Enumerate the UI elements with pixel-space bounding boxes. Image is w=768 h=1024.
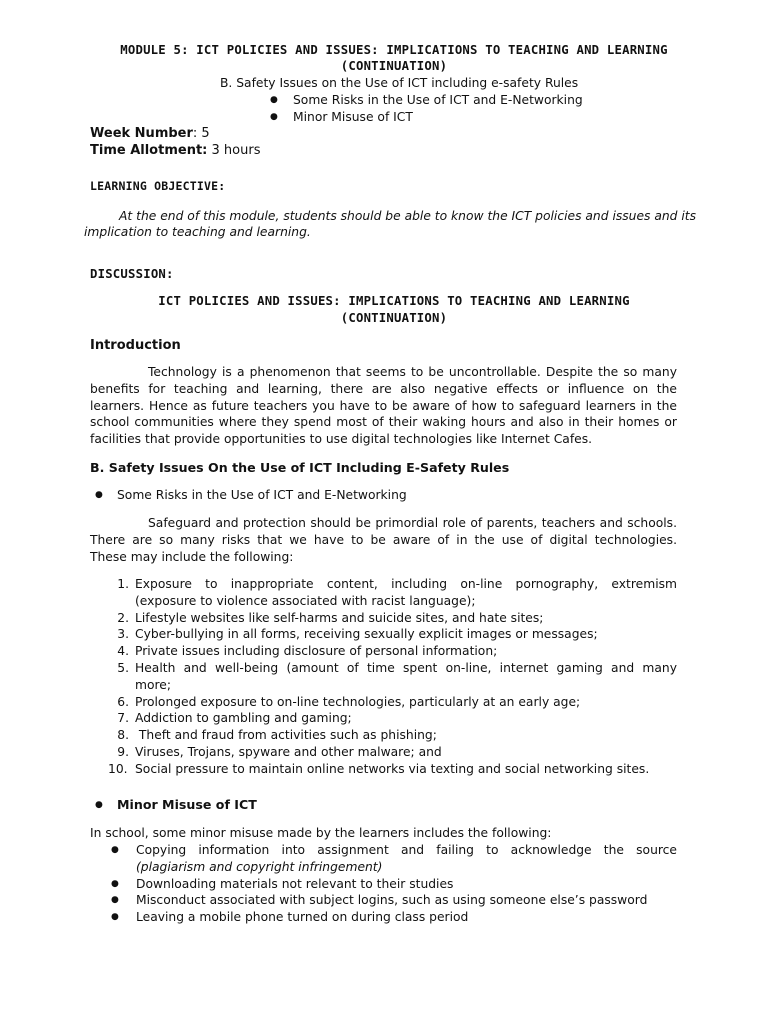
module-subtitle: B. Safety Issues on the Use of ICT including e-safety Rules [220, 76, 579, 90]
bullet-icon: ● [111, 878, 119, 889]
intro-line: Technology is a phenomenon that seems to be uncontrollable. Despite the so many [148, 365, 677, 379]
section-b-heading: B. Safety Issues On the Use of ICT Including E-Safety Rules [90, 460, 510, 475]
time-allotment: Time Allotment: 3 hours [90, 143, 261, 158]
para-line: These may include the following: [90, 549, 294, 564]
objective-text-line2: implication to teaching and learning. [84, 225, 311, 239]
bullet-icon: ● [270, 95, 278, 105]
module-title-line1: MODULE 5: ICT POLICIES AND ISSUES: IMPLICATIONS TO TEACHING AND LEARNING [120, 43, 668, 57]
discussion-heading: DISCUSSION: [90, 267, 174, 281]
list-item: 5. Health and well-being (amount of time spent on-line, internet gaming and many more; [117, 660, 677, 692]
learning-objective-heading: LEARNING OBJECTIVE: [90, 179, 226, 193]
list-item: 7. Addiction to gambling and gaming; [117, 711, 352, 726]
bullet-icon: ● [111, 912, 119, 923]
list-item: ● Copying information into assignment and failing to acknowledge the source (plagiarism and copyright infringement) [111, 843, 677, 874]
misuse-list [90, 842, 677, 926]
minor-misuse-intro: In school, some minor misuse made by the learners includes the following: [90, 826, 552, 840]
discussion-title-line2: (CONTINUATION) [340, 311, 448, 325]
list-item: ● Leaving a mobile phone turned on during class period [111, 910, 469, 925]
document-page: MODULE 5: ICT POLICIES AND ISSUES: IMPLICATIONS TO TEACHING AND LEARNING (CONTINUATION) B. Safety Issues on the Use of ICT including e-safety Rules ● Some Risks in the Use of ICT and E-Networking ● Minor Misuse of ICT Week Number: 5 Time Allotment: 3 hours LEARNING OBJECTIVE: At the end of this module, students should be able to know the ICT policies and issues and its implication to teaching and learning. DISCUSSION: ICT POLICIES AND ISSUES: IMPLICATIONS TO TEACHING AND LEARNING (CONTINUATION) Introduction Technology is a phenomenon that seems to be uncontrollable. Despite the so many benefits for teaching and learning, there are also negative effects or influence on the learners. Hence as future teachers you have to be aware of how to safeguard learners in the school communities where they spend most of their waking hours and also in their homes or facilities that provide opportunities to use digital technologies like Internet Cafes. B. Safety Issues On the Use of ICT Including E-Safety Rules ● Some Risks in the Use of ICT and E-Networking Safeguard and protection should be primordial role of parents, teachers and schools. There are so many risks that we have to be aware of in the use of digital technologies. These may include the following: 1. Exposure to inappropriate content, including on-line pornography, extremism (exposure to violence associated with racist language); 2. Lifestyle websites like self-harms and suicide sites, and hate sites; 3. Cyber-bullying in all forms, receiving sexually explicit images or messages; 4. Private issues including disclosure of personal information; 5. Health and well-being (amount of time spent on-line, internet gaming and many more; 6. Prolonged exposure to on-line technologies, particularly at an early age; 7. Addiction to gambling and gaming; 8. Theft and fraud from activities such as phishing; 9. Viruses, Trojans, spyware and other malware; and 10. Social pressure to maintain online networks via texting and social networking sites. ● Minor Misuse of ICT In school, some minor misuse made by the learners includes the following: ● Copying information into assignment and failing to acknowledge the source (plagiarism and copyright infringement) ● Downloading materials not relevant to their studies ● Misconduct associated with subject logins, such as using someone else’s password ● Leaving a mobile phone turned on during class period [0, 0, 768, 1024]
para-line: Safeguard and protection should be primordial role of parents, teachers and schools. [148, 516, 677, 530]
risks-list [90, 576, 677, 778]
safeguard-paragraph [90, 515, 677, 565]
list-item: 9. Viruses, Trojans, spyware and other malware; and [117, 744, 442, 759]
bullet-icon: ● [111, 895, 119, 906]
week-number: Week Number: 5 [90, 126, 210, 141]
list-item: 2. Lifestyle websites like self-harms and suicide sites, and hate sites; [117, 610, 544, 625]
list-item: 8. Theft and fraud from activities such as phishing; [117, 728, 437, 743]
list-item: ● Downloading materials not relevant to their studies [111, 876, 454, 891]
intro-line: benefits for teaching and learning, there are also negative effects or influence on the [90, 381, 677, 396]
introduction-heading: Introduction [90, 338, 181, 353]
intro-line: facilities that provide opportunities to use digital technologies like Internet Cafes. [90, 432, 593, 447]
objective-text-line1: At the end of this module, students should be able to know the ICT policies and issues and its [119, 209, 697, 223]
bullet-icon: ● [95, 800, 103, 810]
list-item: 10. Social pressure to maintain online networks via texting and social networking sites. [108, 761, 650, 776]
list-item: 4. Private issues including disclosure of personal information; [117, 644, 498, 659]
list-item: 1. Exposure to inappropriate content, including on-line pornography, extremism (exposure to violence associated with racist language); [117, 577, 677, 608]
para-line: There are so many risks that we have to be aware of in the use of digital technologies. [90, 532, 677, 547]
module-title-line2: (CONTINUATION) [340, 59, 448, 73]
introduction-paragraph [90, 364, 677, 448]
list-item: 3. Cyber-bullying in all forms, receiving sexually explicit images or messages; [117, 627, 598, 642]
intro-line: learners. Hence as future teachers you have to be aware of how to safeguard learners in the [90, 398, 677, 413]
discussion-title-line1: ICT POLICIES AND ISSUES: IMPLICATIONS TO TEACHING AND LEARNING [158, 294, 630, 308]
list-item: 6. Prolonged exposure to on-line technologies, particularly at an early age; [117, 694, 581, 709]
bullet-icon: ● [111, 845, 119, 855]
intro-line: school communities where they spend most of their waking hours and also in their homes or [90, 415, 677, 430]
bullet-icon: ● [95, 490, 103, 500]
bullet-icon: ● [270, 112, 278, 122]
list-item: ● Misconduct associated with subject logins, such as using someone else’s password [111, 893, 648, 908]
